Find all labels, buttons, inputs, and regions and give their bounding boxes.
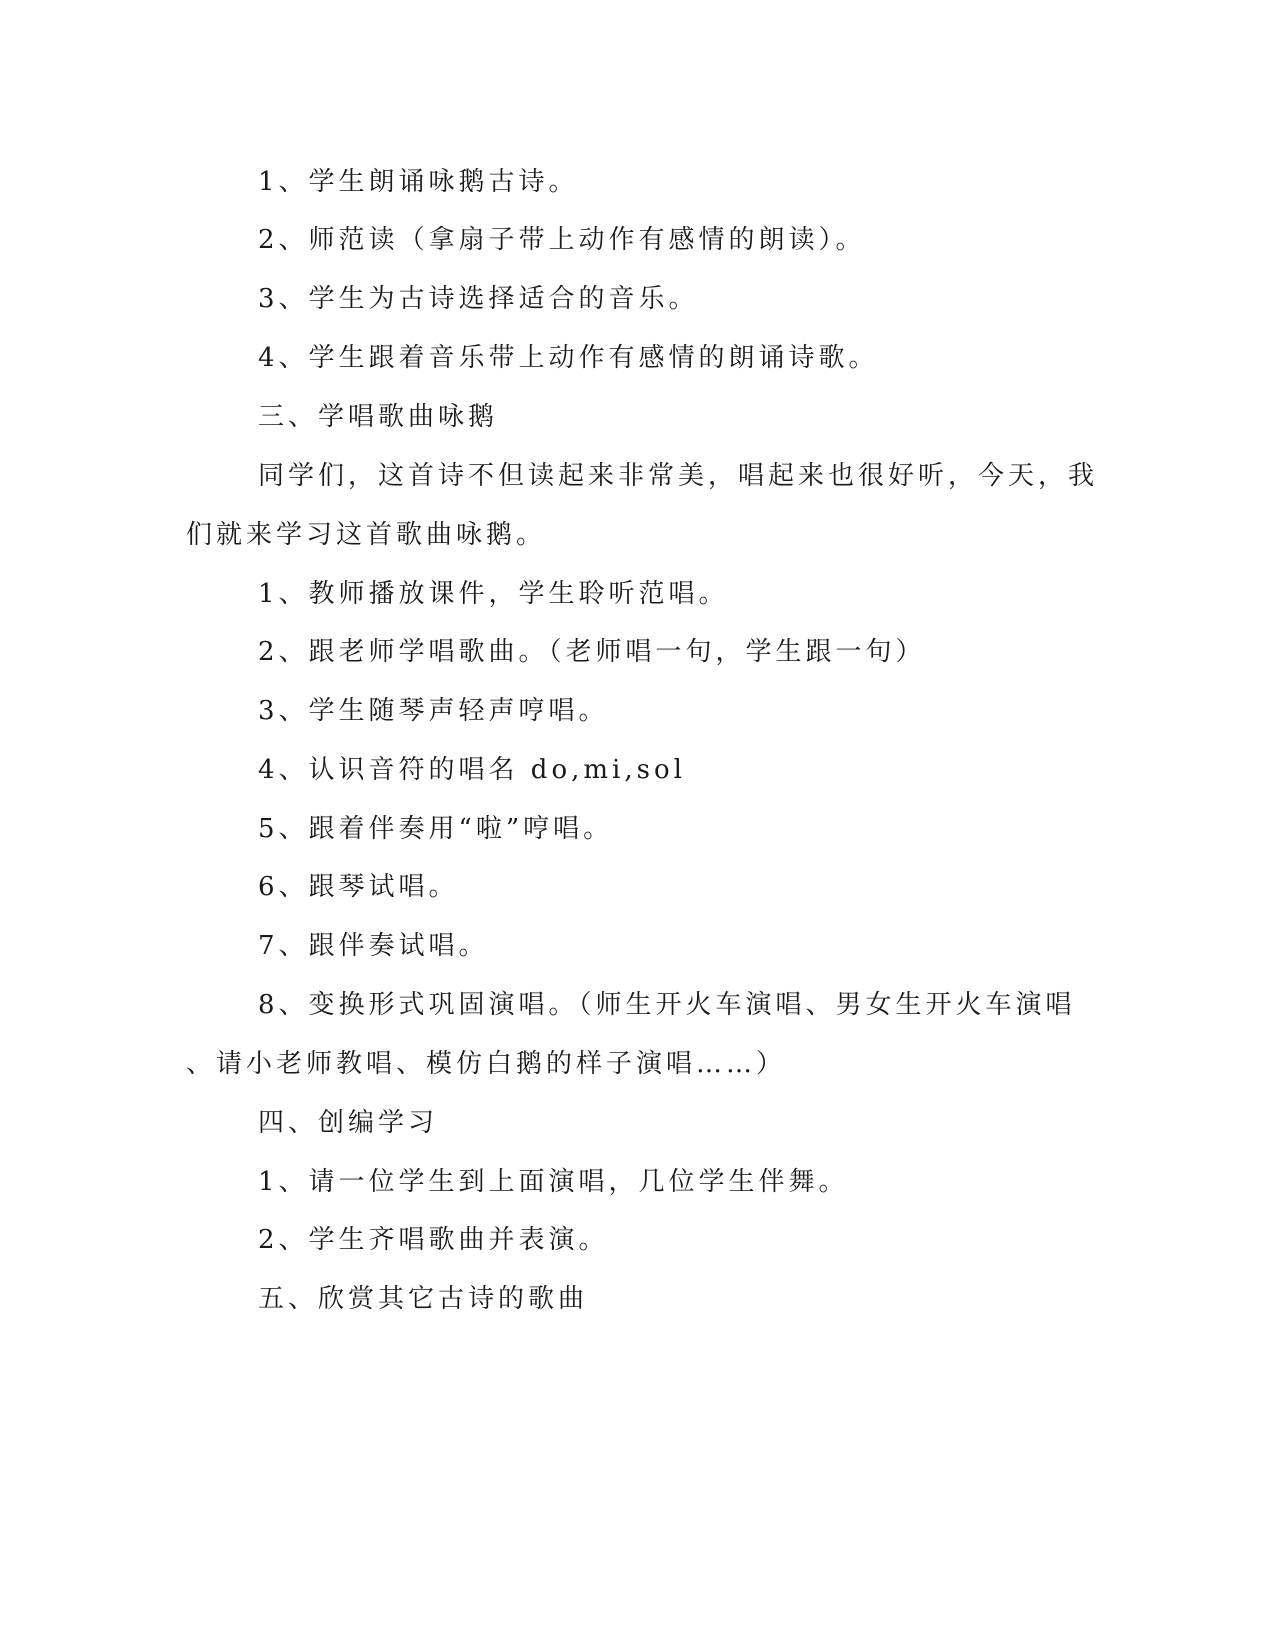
list-item: 2、师范读（拿扇子带上动作有感情的朗读）。 [258, 225, 866, 255]
list-item: 1、教师播放课件，学生聆听范唱。 [258, 579, 729, 609]
list-item: 5、跟着伴奏用“啦”哼唱。 [258, 814, 614, 844]
list-item: 4、认识音符的唱名 do,mi,sol [258, 755, 686, 785]
paragraph-line: 们就来学习这首歌曲咏鹅。 [186, 520, 547, 550]
list-item: 2、跟老师学唱歌曲。（老师唱一句，学生跟一句） [258, 637, 926, 667]
section-heading: 三、学唱歌曲咏鹅 [258, 402, 499, 432]
list-item: 1、请一位学生到上面演唱，几位学生伴舞。 [258, 1167, 849, 1197]
section-heading: 五、欣赏其它古诗的歌曲 [258, 1284, 589, 1314]
list-item-continuation: 、请小老师教唱、模仿白鹅的样子演唱……） [186, 1049, 787, 1079]
list-item: 8、变换形式巩固演唱。（师生开火车演唱、男女生开火车演唱 [258, 990, 1076, 1020]
list-item: 3、学生随琴声轻声哼唱。 [258, 696, 609, 726]
list-item: 1、学生朗诵咏鹅古诗。 [258, 167, 579, 197]
list-item: 4、学生跟着音乐带上动作有感情的朗诵诗歌。 [258, 343, 879, 373]
paragraph-line: 同学们，这首诗不但读起来非常美，唱起来也很好听，今天，我 [258, 461, 1099, 491]
section-heading: 四、创编学习 [258, 1108, 439, 1138]
list-item: 3、学生为古诗选择适合的音乐。 [258, 284, 699, 314]
list-item: 2、学生齐唱歌曲并表演。 [258, 1225, 609, 1255]
list-item: 6、跟琴试唱。 [258, 872, 459, 902]
list-item: 7、跟伴奏试唱。 [258, 931, 489, 961]
